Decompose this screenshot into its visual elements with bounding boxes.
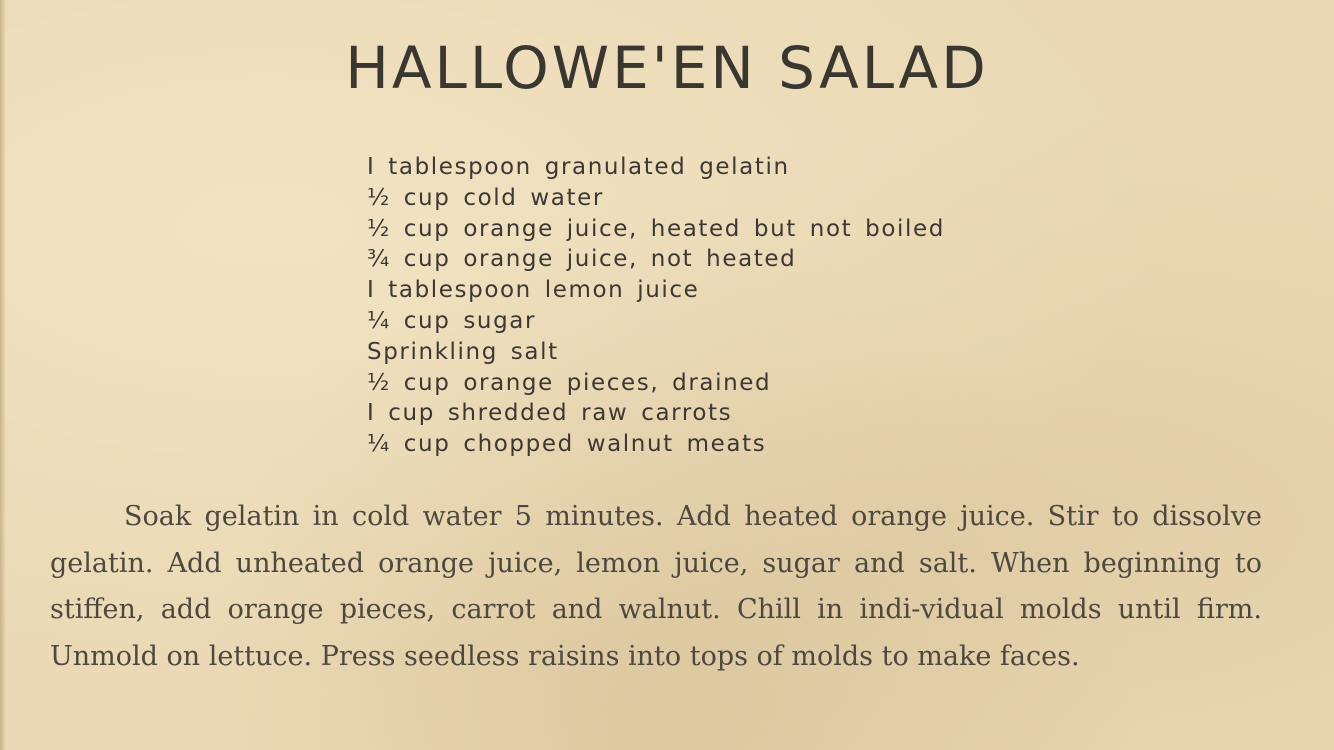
ingredient-item: I tablespoon lemon juice bbox=[367, 277, 700, 304]
ingredient-item: ½ cup orange juice, heated but not boiled bbox=[367, 215, 945, 242]
paper-edge-shadow bbox=[0, 0, 6, 750]
recipe-title: HALLOWE'EN SALAD bbox=[345, 34, 989, 102]
ingredient-item: ¾ cup orange juice, not heated bbox=[367, 246, 797, 273]
ingredient-item: ½ cup orange pieces, drained bbox=[367, 369, 772, 396]
ingredient-item: ¼ cup chopped walnut meats bbox=[367, 431, 767, 458]
ingredients-list bbox=[367, 152, 945, 460]
ingredient-item: ¼ cup sugar bbox=[367, 307, 537, 334]
ingredient-item: I tablespoon granulated gelatin bbox=[367, 154, 790, 180]
ingredient-item: Sprinkling salt bbox=[367, 338, 559, 365]
recipe-instructions: Soak gelatin in cold water 5 minutes. Add heated orange juice. Stir to dissolve gelatin. Add unheated orange juice, lemon juice, sugar and salt. When beginning to stiffen, add orange pieces, carrot and walnut. Chill in indi-vidual molds until firm. Unmold on lettuce. Press seedless raisins into tops of molds to make faces. bbox=[50, 501, 1262, 672]
ingredient-item: ½ cup cold water bbox=[367, 184, 604, 211]
ingredient-item: I cup shredded raw carrots bbox=[367, 400, 733, 427]
